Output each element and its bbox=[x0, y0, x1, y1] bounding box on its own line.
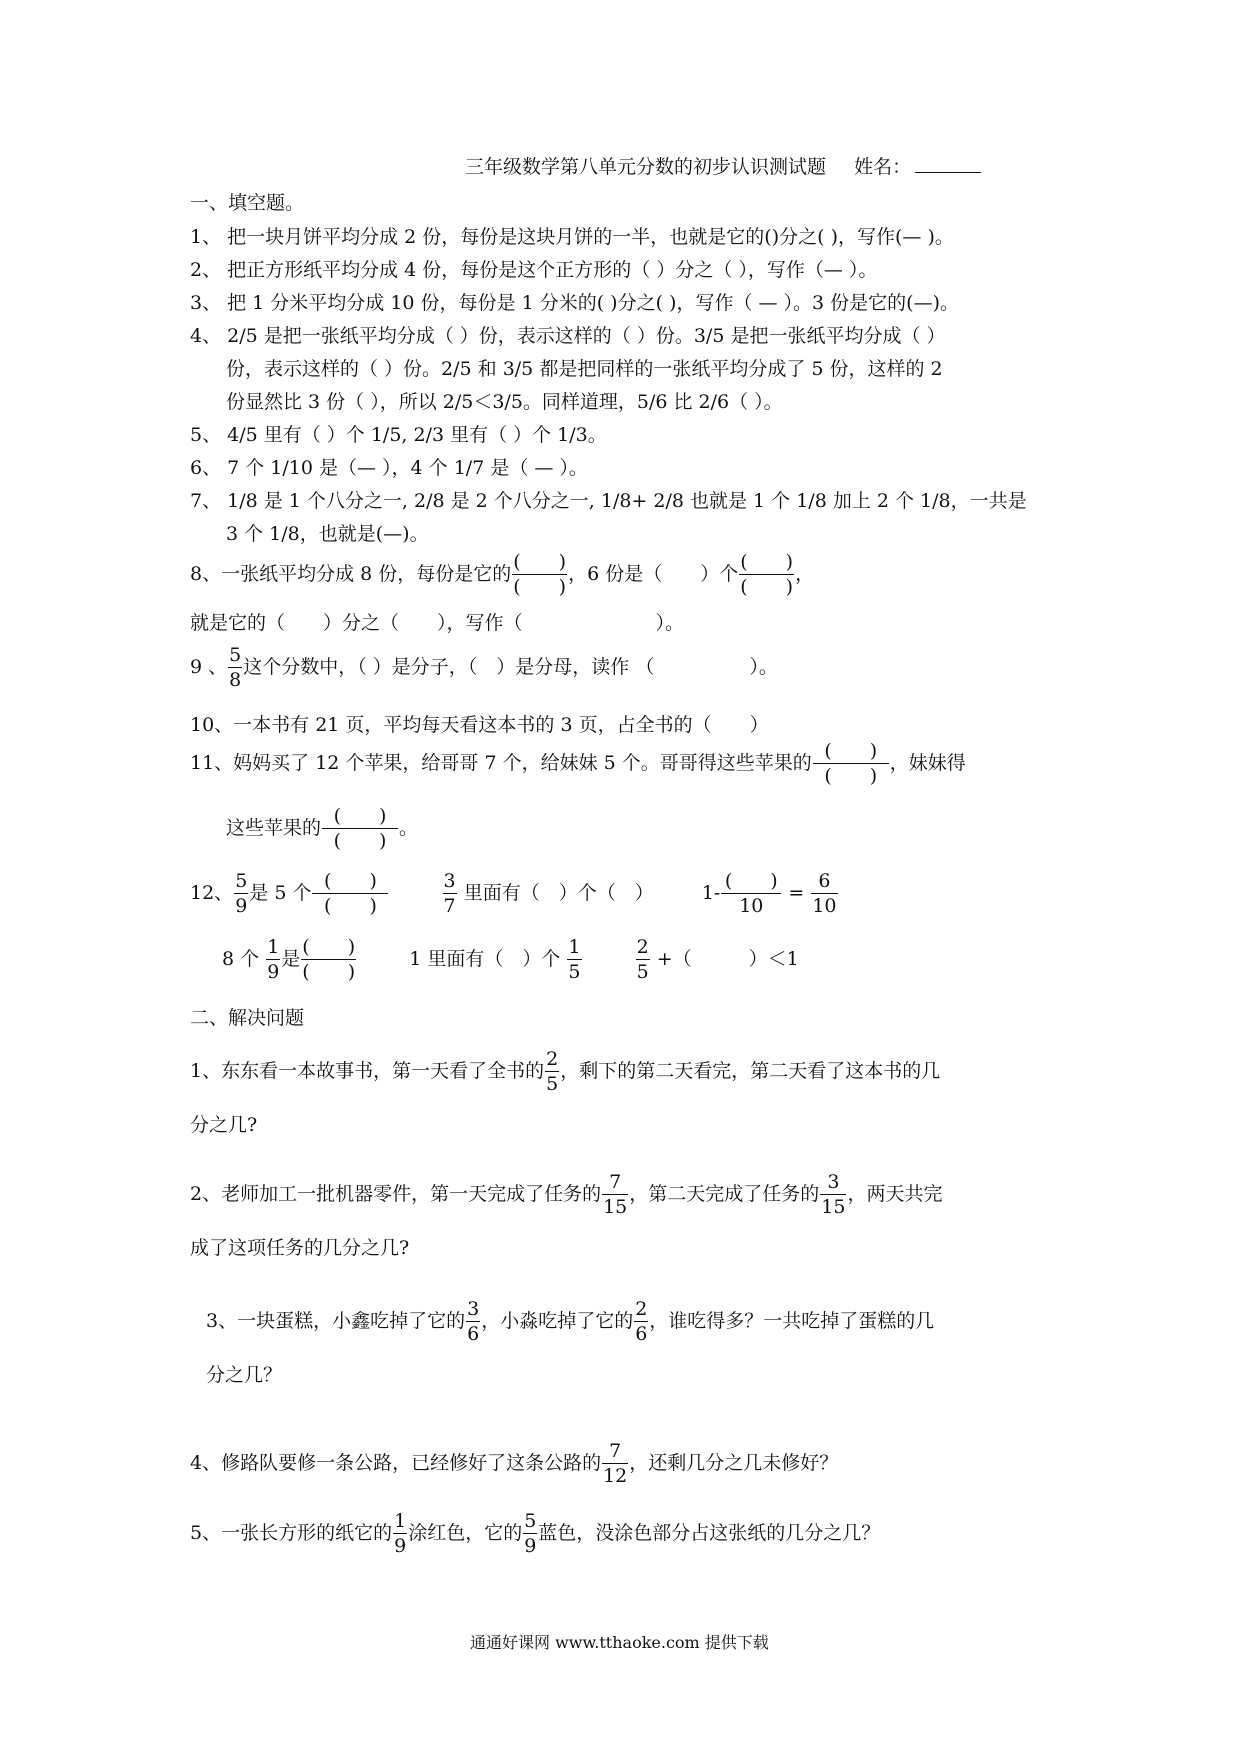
problem-4: 4、修路队要修一条公路，已经修好了这条公路的 $\frac{7}{12}$ ，还剩几分之几未修好？ bbox=[190, 1440, 839, 1487]
p1-fraction: $\frac{2}{5}$ bbox=[546, 1048, 559, 1095]
q12-fraction-3-7: $\frac{3}{7}$ bbox=[443, 870, 456, 917]
q8-text-c: ， bbox=[795, 563, 815, 585]
title-text: 三年级数学第八单元分数的初步认识测试题 bbox=[465, 156, 827, 178]
q12-fraction-blank-2: $\frac{( )}{( )}$ bbox=[302, 936, 356, 983]
section1-heading: 一、填空题。 bbox=[190, 192, 305, 214]
q8-fraction-blank-1: $\frac{( )}{( )}$ bbox=[513, 551, 567, 598]
q9-fraction: $\frac{5}{8}$ bbox=[229, 644, 242, 691]
question-7-line-1: 7、 1/8 是 1 个八分之一, 2/8 是 2 个八分之一, 1/8+ 2/8 也就是 1 个 1/8 加上 2 个 1/8，一共是 bbox=[190, 490, 1027, 512]
name-label: 姓名： bbox=[854, 156, 912, 178]
q8-text-a: 8、一张纸平均分成 8 份，每份是它的 bbox=[190, 563, 512, 585]
question-2: 2、 把正方形纸平均分成 4 份，每份是这个正方形的（ ）分之（ ），写作（— ）。 bbox=[190, 259, 878, 281]
question-8-line-2: 就是它的（ ）分之（ ），写作（ ）。 bbox=[190, 612, 685, 634]
q12-fraction-5-9: $\frac{5}{9}$ bbox=[235, 870, 248, 917]
question-11-line-1: 11、妈妈买了 12 个苹果，给哥哥 7 个，给妹妹 5 个。哥哥得这些苹果的 $\frac{( )}{( )}$ ，妹妹得 bbox=[190, 740, 966, 787]
question-12-line-1: 12、 $\frac{5}{9}$ 是 5 个 $\frac{( )}{( )}$ $\frac{3}{7}$ 里面有（ ）个（ ） 1- $\frac{( )}{10}$ = $\frac{6}{10}$ bbox=[190, 870, 837, 917]
question-3: 3、 把 1 分米平均分成 10 份，每份是 1 分米的( )分之( )，写作（ — ）。3 份是它的(—)。 bbox=[190, 292, 959, 314]
question-6: 6、 7 个 1/10 是（— ），4 个 1/7 是（ — ）。 bbox=[190, 457, 588, 479]
problem-2-line-1: 2、老师加工一批机器零件，第一天完成了任务的 $\frac{7}{15}$ ，第二天完成了任务的 $\frac{3}{15}$ ，两天共完 bbox=[190, 1171, 943, 1218]
question-7-line-2: 3 个 1/8，也就是(—)。 bbox=[226, 523, 429, 545]
question-4-line-2: 份，表示这样的（ ）份。2/5 和 3/5 都是把同样的一张纸平均分成了 5 份，这样的 2 bbox=[226, 358, 943, 380]
q12-fraction-6-10: $\frac{6}{10}$ bbox=[812, 870, 837, 917]
section2-heading: 二、解决问题 bbox=[190, 1007, 305, 1029]
q11-fraction-blank-1: $\frac{( )}{( )}$ bbox=[813, 742, 889, 786]
p5-fraction-2: $\frac{5}{9}$ bbox=[524, 1510, 537, 1557]
problem-3-line-2: 分之几？ bbox=[206, 1364, 283, 1386]
question-4-line-1: 4、 2/5 是把一张纸平均分成（ ）份，表示这样的（ ）份。3/5 是把一张纸平均分成（ ） bbox=[190, 325, 946, 347]
question-8-line-1 bbox=[190, 553, 814, 597]
page-title bbox=[465, 152, 981, 179]
question-11-line-2: 这些苹果的 $\frac{( )}{( )}$ 。 bbox=[226, 805, 419, 852]
q11-fraction-blank-2: $\frac{( )}{( )}$ bbox=[322, 807, 398, 851]
question-5: 5、 4/5 里有（ ）个 1/5, 2/3 里有（ ）个 1/3。 bbox=[190, 424, 607, 446]
question-10: 10、一本书有 21 页，平均每天看这本书的 3 页，占全书的（ ） bbox=[190, 714, 769, 736]
p5-fraction-1: $\frac{1}{9}$ bbox=[394, 1510, 407, 1557]
p4-fraction: $\frac{7}{12}$ bbox=[603, 1440, 628, 1487]
question-1: 1、 把一块月饼平均分成 2 份，每份是这块月饼的一半，也就是它的()分之( )，写作(— )。 bbox=[190, 226, 954, 248]
problem-1-line-2: 分之几? bbox=[190, 1114, 258, 1136]
question-12-line-2: 8 个 $\frac{1}{9}$ 是 $\frac{( )}{( )}$ 1 里面有（ ）个 $\frac{1}{5}$ $\frac{2}{5}$ +（ ）＜1 bbox=[222, 936, 799, 983]
q12-fraction-1-5: $\frac{1}{5}$ bbox=[568, 936, 581, 983]
q8-fraction-blank-2: $\frac{( )}{( )}$ bbox=[740, 551, 794, 598]
q12-fraction-1-9: $\frac{1}{9}$ bbox=[267, 936, 280, 983]
q12-fraction-blank-10: $\frac{( )}{10}$ bbox=[721, 872, 781, 916]
question-4-line-3: 份显然比 3 份（ ），所以 2/5＜3/5。同样道理，5/6 比 2/6（ ）。 bbox=[226, 391, 783, 413]
problem-3-line-1: 3、一块蛋糕，小鑫吃掉了它的 $\frac{3}{6}$ ，小淼吃掉了它的 $\frac{2}{6}$ ，谁吃得多？一共吃掉了蛋糕的几 bbox=[206, 1298, 935, 1345]
p3-fraction-1: $\frac{3}{6}$ bbox=[467, 1298, 480, 1345]
problem-1-line-1: 1、东东看一本故事书，第一天看了全书的 $\frac{2}{5}$ ，剩下的第二天看完，第二天看了这本书的几 bbox=[190, 1048, 941, 1095]
question-9: 9 、 $\frac{5}{8}$ 这个分数中，（ ）是分子，（ ）是分母，读作 （ ）。 bbox=[190, 644, 778, 691]
q8-text-b: ，6 份是（ ）个 bbox=[568, 563, 739, 585]
name-blank[interactable] bbox=[915, 156, 981, 173]
q12-fraction-2-5: $\frac{2}{5}$ bbox=[636, 936, 649, 983]
p2-fraction-1: $\frac{7}{15}$ bbox=[603, 1171, 628, 1218]
footer-download-notice: 通通好课网 www.tthaoke.com 提供下载 bbox=[470, 1633, 769, 1652]
q12-fraction-blank-1: $\frac{( )}{( )}$ bbox=[312, 872, 388, 916]
p2-fraction-2: $\frac{3}{15}$ bbox=[821, 1171, 846, 1218]
problem-5: 5、一张长方形的纸它的 $\frac{1}{9}$ 涂红色，它的 $\frac{5}{9}$ 蓝色，没涂色部分占这张纸的几分之几？ bbox=[190, 1510, 881, 1557]
p3-fraction-2: $\frac{2}{6}$ bbox=[635, 1298, 648, 1345]
problem-2-line-2: 成了这项任务的几分之几? bbox=[190, 1237, 410, 1259]
